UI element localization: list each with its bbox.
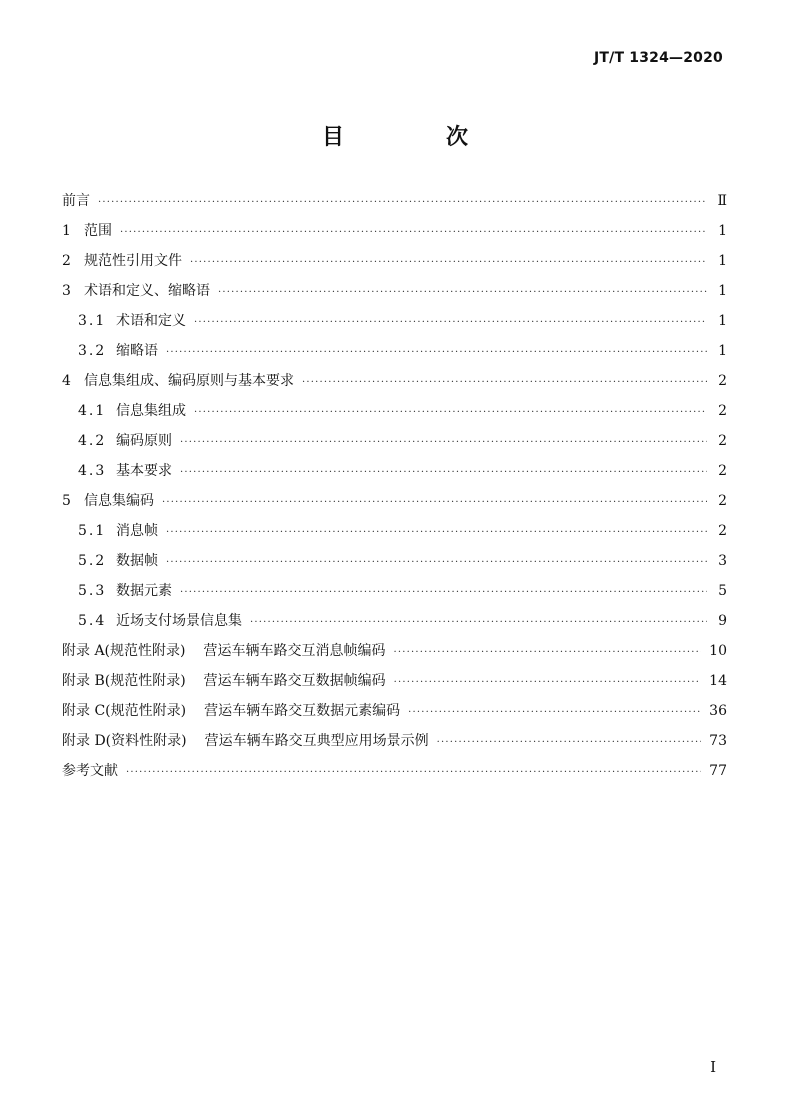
toc-entry-number: 1 xyxy=(62,223,71,239)
toc-entry-page: 9 xyxy=(718,613,727,629)
toc-entry-page: 1 xyxy=(718,343,727,359)
toc-entry-title: 缩略语 xyxy=(116,343,158,359)
toc-entry-page: 3 xyxy=(718,553,727,569)
dot-leader xyxy=(250,608,707,638)
toc-entry-number: 5.2 xyxy=(78,553,107,569)
toc-entry-title: 营运车辆车路交互数据帧编码 xyxy=(203,673,386,689)
dot-leader xyxy=(166,518,707,548)
toc-entry-title: 数据帧 xyxy=(116,553,158,569)
toc-entry-title: 数据元素 xyxy=(116,583,172,599)
toc-entry[interactable] xyxy=(62,546,727,576)
toc-entry-title: 编码原则 xyxy=(116,433,172,449)
standard-code: JT/T 1324—2020 xyxy=(593,50,723,66)
table-of-contents xyxy=(62,186,727,786)
toc-entry[interactable] xyxy=(62,576,727,606)
toc-entry-title: 信息集编码 xyxy=(84,493,154,509)
toc-entry[interactable] xyxy=(62,216,727,246)
toc-entry-page: 2 xyxy=(718,403,727,419)
toc-entry-title: 基本要求 xyxy=(116,463,172,479)
toc-entry-page: 1 xyxy=(718,223,727,239)
toc-entry-title: 营运车辆车路交互典型应用场景示例 xyxy=(204,733,429,749)
toc-entry[interactable] xyxy=(62,336,727,366)
toc-entry-page: 1 xyxy=(718,313,727,329)
toc-entry-title: 前言 xyxy=(62,193,90,209)
dot-leader xyxy=(408,698,701,728)
dot-leader xyxy=(166,338,707,368)
toc-entry-page: 2 xyxy=(718,433,727,449)
toc-entry-number: 附录 B(规范性附录) xyxy=(62,673,186,689)
dot-leader xyxy=(437,728,702,758)
toc-entry[interactable] xyxy=(62,486,727,516)
dot-leader xyxy=(218,278,707,308)
toc-entry-number: 4.3 xyxy=(78,463,107,479)
toc-entry-number: 5.3 xyxy=(78,583,107,599)
toc-entry-title: 营运车辆车路交互数据元素编码 xyxy=(204,703,401,719)
toc-entry[interactable] xyxy=(62,456,727,486)
dot-leader xyxy=(194,308,707,338)
toc-entry-number: 2 xyxy=(62,253,71,269)
dot-leader xyxy=(394,668,702,698)
toc-entry-title: 参考文献 xyxy=(62,763,118,779)
toc-entry-page: 10 xyxy=(709,643,727,659)
toc-entry-title: 消息帧 xyxy=(116,523,158,539)
toc-entry[interactable] xyxy=(62,366,727,396)
toc-entry[interactable] xyxy=(62,276,727,306)
toc-entry-number: 3 xyxy=(62,283,71,299)
dot-leader xyxy=(126,758,701,788)
toc-entry[interactable] xyxy=(62,726,727,756)
toc-entry-title: 营运车辆车路交互消息帧编码 xyxy=(203,643,386,659)
dot-leader xyxy=(194,398,707,428)
page-title: 目 次 xyxy=(321,125,508,150)
toc-entry[interactable] xyxy=(62,426,727,456)
toc-entry-page: 73 xyxy=(709,733,727,749)
toc-entry-title: 近场支付场景信息集 xyxy=(116,613,242,629)
toc-entry-number: 附录 A(规范性附录) xyxy=(62,643,186,659)
toc-entry-page: 36 xyxy=(709,703,727,719)
toc-entry-number: 4.2 xyxy=(78,433,107,449)
toc-entry[interactable] xyxy=(62,696,727,726)
toc-entry-page: 14 xyxy=(709,673,727,689)
toc-entry[interactable] xyxy=(62,636,727,666)
dot-leader xyxy=(180,578,707,608)
toc-entry-number: 5.4 xyxy=(78,613,107,629)
toc-entry-title: 信息集组成、编码原则与基本要求 xyxy=(84,373,294,389)
toc-entry-number: 3.1 xyxy=(78,313,107,329)
dot-leader xyxy=(190,248,707,278)
page-number: I xyxy=(710,1058,716,1076)
toc-entry[interactable] xyxy=(62,606,727,636)
toc-entry[interactable] xyxy=(62,246,727,276)
dot-leader xyxy=(302,368,707,398)
toc-entry[interactable] xyxy=(62,396,727,426)
toc-entry-number: 3.2 xyxy=(78,343,107,359)
dot-leader xyxy=(162,488,707,518)
toc-entry-number: 附录 C(规范性附录) xyxy=(62,703,187,719)
toc-entry-number: 5.1 xyxy=(78,523,107,539)
dot-leader xyxy=(180,458,707,488)
toc-entry-page: Ⅱ xyxy=(717,193,727,209)
toc-entry-page: 1 xyxy=(718,253,727,269)
toc-entry-number: 附录 D(资料性附录) xyxy=(62,733,187,749)
toc-entry-page: 5 xyxy=(718,583,727,599)
dot-leader xyxy=(120,218,707,248)
dot-leader xyxy=(166,548,707,578)
toc-entry-page: 1 xyxy=(718,283,727,299)
toc-entry-title: 术语和定义、缩略语 xyxy=(84,283,210,299)
toc-entry-number: 4 xyxy=(62,373,71,389)
toc-entry-title: 规范性引用文件 xyxy=(84,253,182,269)
toc-entry[interactable] xyxy=(62,516,727,546)
toc-entry-page: 77 xyxy=(709,763,727,779)
toc-entry-title: 术语和定义 xyxy=(116,313,186,329)
dot-leader xyxy=(98,188,707,218)
toc-entry-page: 2 xyxy=(718,463,727,479)
toc-entry-number: 4.1 xyxy=(78,403,107,419)
toc-entry-page: 2 xyxy=(718,373,727,389)
toc-entry-title: 范围 xyxy=(84,223,112,239)
toc-entry-title: 信息集组成 xyxy=(116,403,186,419)
toc-entry-number: 5 xyxy=(62,493,71,509)
toc-entry[interactable] xyxy=(62,186,727,216)
toc-entry[interactable] xyxy=(62,666,727,696)
dot-leader xyxy=(180,428,707,458)
toc-entry[interactable] xyxy=(62,756,727,786)
toc-entry[interactable] xyxy=(62,306,727,336)
dot-leader xyxy=(393,638,701,668)
toc-entry-page: 2 xyxy=(718,493,727,509)
toc-entry-page: 2 xyxy=(718,523,727,539)
